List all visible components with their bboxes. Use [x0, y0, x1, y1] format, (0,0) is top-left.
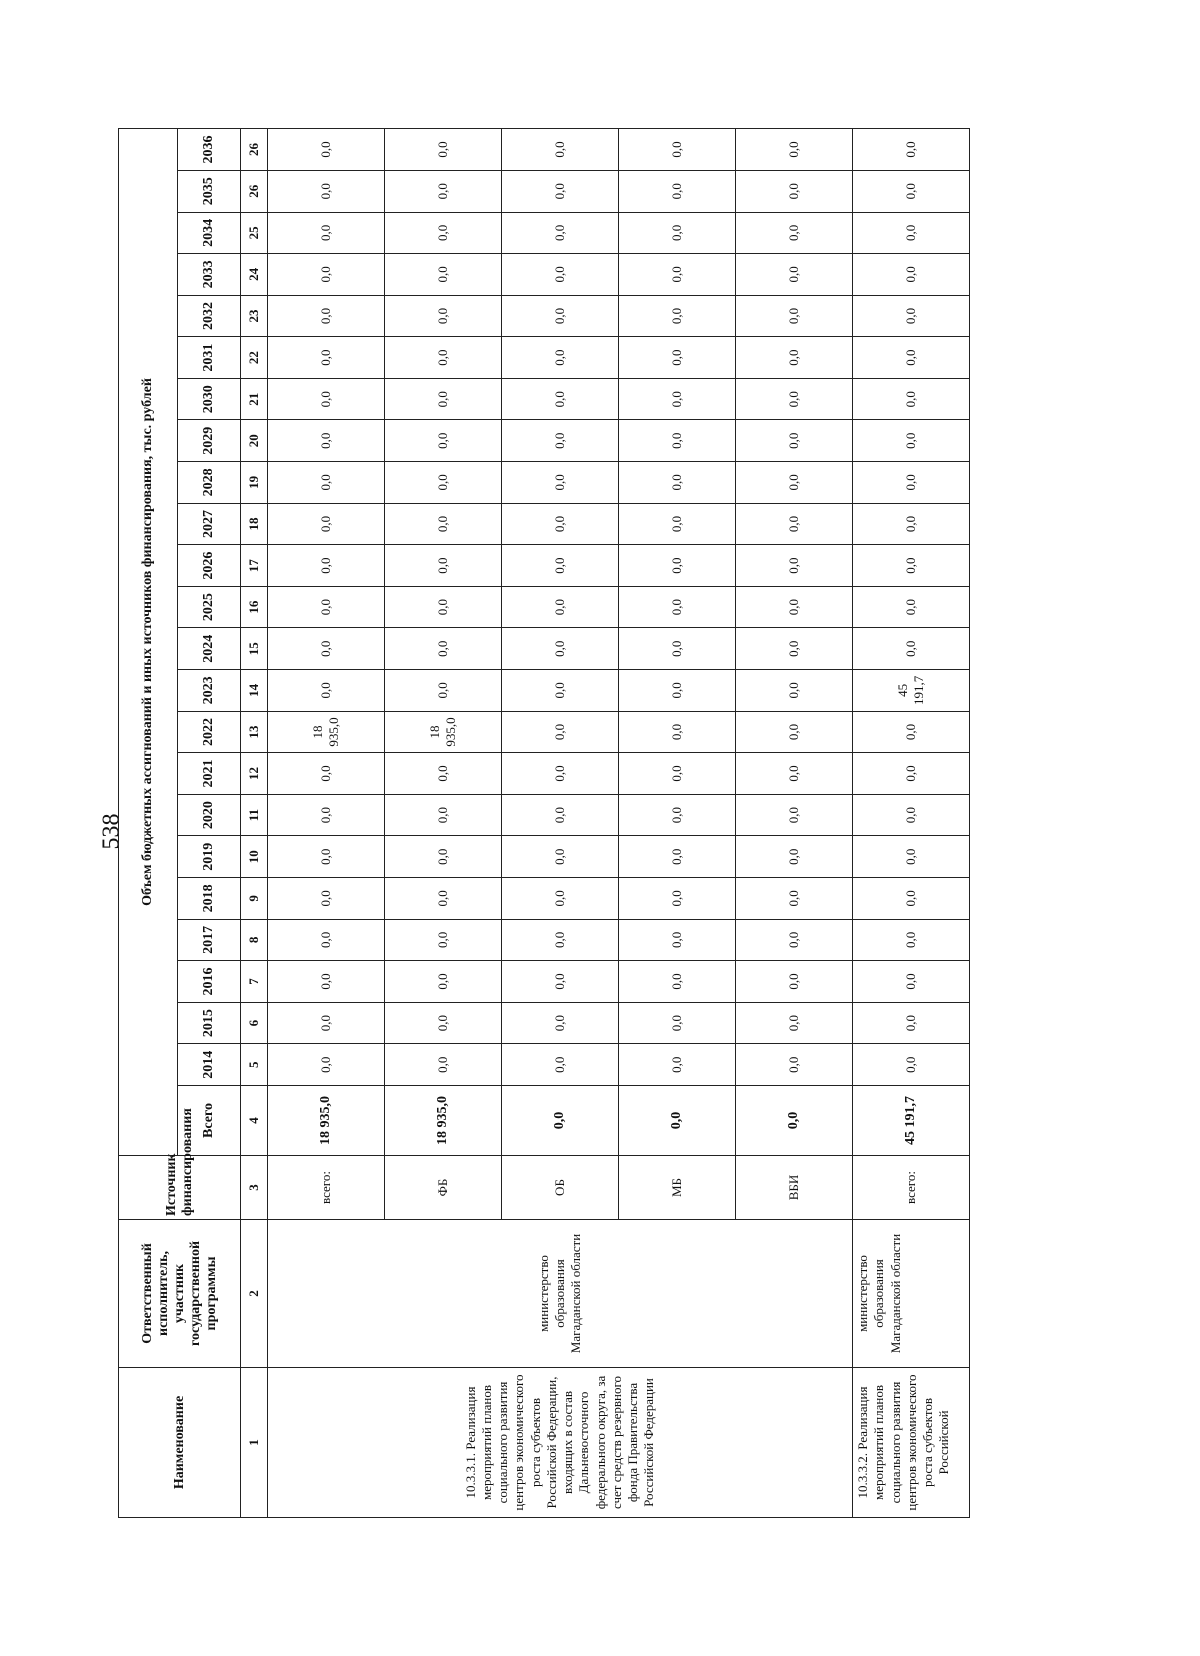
row-value: 0,0 [853, 836, 970, 878]
row-value: 0,0 [502, 1002, 619, 1044]
row-total: 0,0 [736, 1086, 853, 1156]
row-value: 0,0 [853, 254, 970, 296]
row-value: 0,0 [619, 1044, 736, 1086]
row-value: 0,0 [736, 254, 853, 296]
header-year: 2015 [178, 1002, 241, 1044]
header-year: 2014 [178, 1044, 241, 1086]
column-number: 18 [241, 503, 268, 545]
row-value: 0,0 [736, 129, 853, 171]
row-value: 0,0 [502, 254, 619, 296]
row-value: 0,0 [619, 794, 736, 836]
row-value: 0,0 [853, 545, 970, 587]
row-value: 0,0 [619, 129, 736, 171]
column-number: 12 [241, 753, 268, 795]
row-value: 0,0 [385, 628, 502, 670]
row-value: 0,0 [853, 711, 970, 753]
header-year: 2016 [178, 961, 241, 1003]
row-value: 0,0 [268, 378, 385, 420]
row-value: 0,0 [502, 462, 619, 504]
budget-table [118, 128, 970, 1518]
row-value: 0,0 [736, 586, 853, 628]
header-year: 2022 [178, 711, 241, 753]
row-value: 0,0 [619, 462, 736, 504]
row-value: 0,0 [385, 878, 502, 920]
row-value: 0,0 [385, 295, 502, 337]
row-source: МБ [619, 1156, 736, 1220]
row-value: 0,0 [619, 212, 736, 254]
row-value: 0,0 [385, 586, 502, 628]
row-value: 0,0 [385, 378, 502, 420]
row-value: 0,0 [502, 628, 619, 670]
row-value: 0,0 [619, 337, 736, 379]
row-name: 10.3.3.2. Реализация мероприятий планов социального развития центров экономического роста субъектов Российской [853, 1368, 970, 1518]
row-total: 18 935,0 [268, 1086, 385, 1156]
header-year: 2032 [178, 295, 241, 337]
row-value: 0,0 [619, 503, 736, 545]
column-number: 9 [241, 878, 268, 920]
row-value: 0,0 [736, 628, 853, 670]
header-year: 2026 [178, 545, 241, 587]
column-number: 15 [241, 628, 268, 670]
row-value: 0,0 [619, 711, 736, 753]
row-value: 0,0 [502, 378, 619, 420]
column-number: 17 [241, 545, 268, 587]
row-total: 45 191,7 [853, 1086, 970, 1156]
row-value: 0,0 [268, 545, 385, 587]
row-value: 0,0 [385, 170, 502, 212]
row-value: 0,0 [853, 1044, 970, 1086]
row-value: 0,0 [268, 503, 385, 545]
row-value: 0,0 [502, 420, 619, 462]
row-value: 0,0 [619, 295, 736, 337]
row-value: 18 935,0 [268, 711, 385, 753]
row-value: 0,0 [385, 212, 502, 254]
row-value: 0,0 [385, 794, 502, 836]
row-source: ВБИ [736, 1156, 853, 1220]
row-value: 0,0 [619, 545, 736, 587]
row-value: 0,0 [268, 961, 385, 1003]
row-value: 0,0 [385, 254, 502, 296]
row-value: 0,0 [268, 836, 385, 878]
row-value: 0,0 [619, 378, 736, 420]
row-value: 0,0 [619, 753, 736, 795]
row-value: 0,0 [385, 1044, 502, 1086]
row-responsible: министерство образования Магаданской области [268, 1220, 853, 1368]
row-value: 0,0 [502, 961, 619, 1003]
row-value: 0,0 [736, 961, 853, 1003]
header-year: 2035 [178, 170, 241, 212]
row-value: 0,0 [268, 420, 385, 462]
column-number: 4 [241, 1086, 268, 1156]
header-source: Источник финансирования [119, 1156, 241, 1220]
row-value: 0,0 [619, 420, 736, 462]
row-value: 0,0 [502, 212, 619, 254]
column-number: 11 [241, 794, 268, 836]
row-value: 0,0 [619, 878, 736, 920]
row-value: 0,0 [736, 337, 853, 379]
header-year: 2027 [178, 503, 241, 545]
row-value: 0,0 [853, 462, 970, 504]
row-value: 0,0 [619, 670, 736, 712]
row-value: 0,0 [619, 170, 736, 212]
row-value: 0,0 [268, 794, 385, 836]
row-source: всего: [268, 1156, 385, 1220]
row-value: 0,0 [385, 503, 502, 545]
header-year: 2028 [178, 462, 241, 504]
row-value: 0,0 [502, 670, 619, 712]
column-number: 5 [241, 1044, 268, 1086]
row-value: 0,0 [385, 670, 502, 712]
row-value: 0,0 [502, 586, 619, 628]
row-value: 0,0 [853, 919, 970, 961]
row-value: 0,0 [502, 545, 619, 587]
row-value: 0,0 [853, 378, 970, 420]
row-value: 0,0 [502, 170, 619, 212]
row-value: 0,0 [853, 586, 970, 628]
header-year: 2024 [178, 628, 241, 670]
row-value: 0,0 [619, 254, 736, 296]
row-value: 0,0 [853, 420, 970, 462]
header-year: 2036 [178, 129, 241, 171]
header-year: 2034 [178, 212, 241, 254]
row-value: 0,0 [736, 420, 853, 462]
row-value: 0,0 [268, 337, 385, 379]
row-value: 0,0 [502, 129, 619, 171]
row-source: ОБ [502, 1156, 619, 1220]
column-number: 7 [241, 961, 268, 1003]
header-year: 2019 [178, 836, 241, 878]
row-value: 0,0 [853, 878, 970, 920]
row-value: 0,0 [268, 1044, 385, 1086]
row-value: 0,0 [502, 1044, 619, 1086]
row-value: 0,0 [385, 337, 502, 379]
column-number: 25 [241, 212, 268, 254]
row-value: 0,0 [502, 836, 619, 878]
row-value: 0,0 [736, 919, 853, 961]
row-total: 0,0 [619, 1086, 736, 1156]
row-value: 0,0 [853, 212, 970, 254]
row-name: 10.3.3.1. Реализация мероприятий планов социального развития центров экономического роста субъектов Российской Федерации, входящих в состав Дальневосточного федерального округа, за счет средств резервного фонда Правительства Российской Федерации [268, 1368, 853, 1518]
column-number: 2 [241, 1220, 268, 1368]
row-value: 0,0 [268, 1002, 385, 1044]
row-value: 0,0 [268, 670, 385, 712]
header-year: 2018 [178, 878, 241, 920]
header-year: 2030 [178, 378, 241, 420]
row-value: 45 191,7 [853, 670, 970, 712]
column-number: 23 [241, 295, 268, 337]
row-value: 0,0 [736, 878, 853, 920]
row-source: всего: [853, 1156, 970, 1220]
page-number: 538 [98, 813, 125, 850]
row-value: 0,0 [619, 586, 736, 628]
row-value: 0,0 [736, 753, 853, 795]
row-value: 0,0 [736, 295, 853, 337]
row-value: 0,0 [853, 1002, 970, 1044]
row-value: 0,0 [853, 753, 970, 795]
row-total: 0,0 [502, 1086, 619, 1156]
row-value: 0,0 [268, 462, 385, 504]
row-value: 0,0 [736, 670, 853, 712]
column-number: 8 [241, 919, 268, 961]
rotated-table-container [118, 128, 1018, 1518]
row-responsible: министерство образования Магаданской области [853, 1220, 970, 1368]
column-number: 10 [241, 836, 268, 878]
row-value: 0,0 [736, 836, 853, 878]
header-year: 2021 [178, 753, 241, 795]
row-value: 0,0 [853, 794, 970, 836]
row-value: 0,0 [853, 503, 970, 545]
row-value: 0,0 [736, 212, 853, 254]
row-value: 0,0 [268, 295, 385, 337]
row-value: 0,0 [619, 961, 736, 1003]
row-value: 0,0 [502, 711, 619, 753]
header-year: 2023 [178, 670, 241, 712]
row-value: 0,0 [268, 753, 385, 795]
column-number: 21 [241, 378, 268, 420]
row-value: 0,0 [619, 836, 736, 878]
header-year: 2033 [178, 254, 241, 296]
row-value: 0,0 [385, 462, 502, 504]
row-value: 0,0 [502, 337, 619, 379]
row-value: 0,0 [268, 170, 385, 212]
header-year: 2029 [178, 420, 241, 462]
header-year: 2031 [178, 337, 241, 379]
column-number: 26 [241, 129, 268, 171]
header-total: Всего [178, 1086, 241, 1156]
row-value: 0,0 [736, 462, 853, 504]
row-value: 0,0 [853, 295, 970, 337]
header-year: 2020 [178, 794, 241, 836]
row-value: 0,0 [502, 295, 619, 337]
row-total: 18 935,0 [385, 1086, 502, 1156]
row-value: 0,0 [736, 711, 853, 753]
column-number: 22 [241, 337, 268, 379]
row-value: 0,0 [385, 961, 502, 1003]
row-value: 0,0 [385, 836, 502, 878]
header-volume: Объем бюджетных ассигнований и иных источников финансирования, тыс. рублей [119, 129, 178, 1156]
column-number: 26 [241, 170, 268, 212]
row-value: 0,0 [736, 503, 853, 545]
row-value: 0,0 [736, 170, 853, 212]
row-value: 0,0 [853, 961, 970, 1003]
row-value: 0,0 [502, 878, 619, 920]
column-number: 20 [241, 420, 268, 462]
row-value: 0,0 [736, 1044, 853, 1086]
column-number: 24 [241, 254, 268, 296]
row-value: 0,0 [736, 545, 853, 587]
row-value: 0,0 [385, 753, 502, 795]
row-value: 0,0 [268, 129, 385, 171]
column-number: 19 [241, 462, 268, 504]
row-value: 0,0 [268, 878, 385, 920]
row-value: 0,0 [385, 129, 502, 171]
column-number: 14 [241, 670, 268, 712]
row-source: ФБ [385, 1156, 502, 1220]
row-value: 18 935,0 [385, 711, 502, 753]
row-value: 0,0 [502, 794, 619, 836]
row-value: 0,0 [736, 794, 853, 836]
row-value: 0,0 [853, 337, 970, 379]
row-value: 0,0 [502, 919, 619, 961]
column-number: 16 [241, 586, 268, 628]
header-year: 2025 [178, 586, 241, 628]
row-value: 0,0 [736, 378, 853, 420]
row-value: 0,0 [853, 170, 970, 212]
row-value: 0,0 [385, 545, 502, 587]
row-value: 0,0 [619, 1002, 736, 1044]
row-value: 0,0 [502, 503, 619, 545]
column-number: 6 [241, 1002, 268, 1044]
row-value: 0,0 [619, 628, 736, 670]
header-name: Наименование [119, 1368, 241, 1518]
table-row [268, 129, 385, 1518]
row-value: 0,0 [853, 129, 970, 171]
column-number: 1 [241, 1368, 268, 1518]
row-value: 0,0 [268, 628, 385, 670]
column-number: 3 [241, 1156, 268, 1220]
row-value: 0,0 [502, 753, 619, 795]
table-row [853, 129, 970, 1518]
row-value: 0,0 [268, 586, 385, 628]
header-responsible: Ответственный исполнитель, участник государственной программы [119, 1220, 241, 1368]
header-year: 2017 [178, 919, 241, 961]
row-value: 0,0 [268, 254, 385, 296]
row-value: 0,0 [736, 1002, 853, 1044]
row-value: 0,0 [385, 1002, 502, 1044]
row-value: 0,0 [268, 212, 385, 254]
column-number: 13 [241, 711, 268, 753]
row-value: 0,0 [619, 919, 736, 961]
row-value: 0,0 [385, 420, 502, 462]
row-value: 0,0 [385, 919, 502, 961]
row-value: 0,0 [268, 919, 385, 961]
row-value: 0,0 [853, 628, 970, 670]
